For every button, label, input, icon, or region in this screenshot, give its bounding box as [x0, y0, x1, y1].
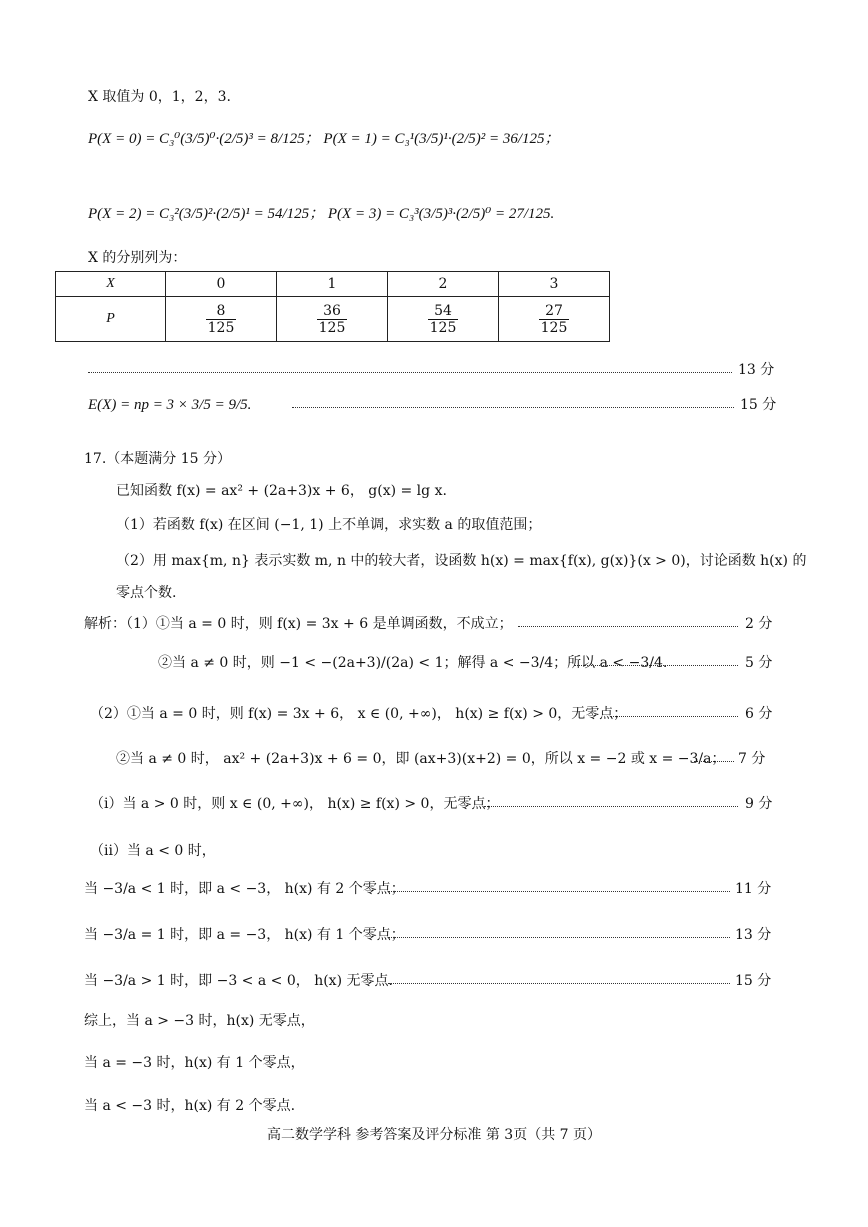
expectation-line: E(X) = np = 3 × 3/5 = 9/5.	[88, 397, 252, 413]
numerator: 27	[539, 303, 570, 320]
fraction	[206, 303, 237, 336]
score-6: 6 分	[745, 706, 773, 722]
solution-2-case-i: （i）当 a > 0 时，则 x ∈ (0, +∞)， h(x) ≥ f(x) > 0，无零点；	[90, 796, 500, 812]
score-15: 15 分	[740, 397, 777, 413]
numerator: 54	[428, 303, 459, 320]
question-17-heading: 17.（本题满分 15 分）	[84, 451, 231, 467]
score-9: 9 分	[745, 796, 773, 812]
question-17-part-2-continued: 零点个数.	[116, 585, 177, 601]
case-no-zero: 当 −3/a > 1 时，即 −3 < a < 0， h(x) 无零点.	[84, 973, 393, 989]
denominator: 125	[318, 319, 346, 336]
table-header-cell: 0	[166, 272, 277, 297]
fraction	[317, 303, 348, 336]
dotted-leader	[610, 705, 738, 717]
values-line: X 取值为 0，1，2，3.	[88, 89, 231, 105]
distribution-title: X 的分别列为：	[88, 250, 187, 266]
numerator: 8	[206, 303, 237, 320]
denominator: 125	[540, 319, 568, 336]
table-header-cell: 3	[499, 272, 610, 297]
denominator: 125	[207, 319, 235, 336]
dotted-leader	[88, 361, 732, 373]
question-17-part-2: （2）用 max{m, n} 表示实数 m, n 中的较大者，设函数 h(x) = max{f(x), g(x)}(x > 0)，讨论函数 h(x) 的	[116, 553, 807, 569]
numerator: 36	[317, 303, 348, 320]
score-5: 5 分	[745, 655, 773, 671]
question-17-part-1: （1）若函数 f(x) 在区间 (−1, 1) 上不单调，求实数 a 的取值范围；	[116, 517, 542, 533]
distribution-table	[55, 271, 610, 342]
dotted-leader	[388, 926, 730, 938]
table-row	[56, 297, 610, 342]
solution-2-case-b: ②当 a ≠ 0 时， ax² + (2a+3)x + 6 = 0，即 (ax+3)(x+2) = 0，所以 x = −2 或 x = −3/a；	[116, 751, 726, 767]
fraction	[539, 303, 570, 336]
case-one-zero: 当 −3/a = 1 时，即 a = −3， h(x) 有 1 个零点；	[84, 927, 405, 943]
table-header-row	[56, 272, 610, 297]
table-row-label: P	[56, 297, 166, 342]
probability-line-0-1: P(X = 0) = C₃⁰(3/5)⁰·(2/5)³ = 8/125； P(X = 1) = C₃¹(3/5)¹·(2/5)² = 36/125；	[88, 131, 560, 147]
table-cell	[277, 297, 388, 342]
question-17-given: 已知函数 f(x) = ax² + (2a+3)x + 6， g(x) = lg x.	[116, 483, 447, 499]
denominator: 125	[429, 319, 457, 336]
table-header-cell: 1	[277, 272, 388, 297]
score-11: 11 分	[735, 881, 772, 897]
summary-line-2: 当 a = −3 时，h(x) 有 1 个零点，	[84, 1055, 305, 1071]
table-header-cell: X	[56, 272, 166, 297]
summary-line-3: 当 a < −3 时，h(x) 有 2 个零点.	[84, 1098, 296, 1114]
solution-2-case-ii: （ii）当 a < 0 时，	[90, 843, 216, 859]
score-13b: 13 分	[735, 927, 772, 943]
score-15b: 15 分	[735, 973, 772, 989]
fraction	[428, 303, 459, 336]
dotted-leader	[292, 396, 734, 408]
score-7: 7 分	[738, 751, 766, 767]
dotted-leader	[694, 750, 734, 762]
dotted-leader	[518, 615, 738, 627]
score-2: 2 分	[745, 616, 773, 632]
page-footer: 高二数学学科 参考答案及评分标准 第 3页（共 7 页）	[266, 1127, 602, 1143]
case-two-zeros: 当 −3/a < 1 时，即 a < −3， h(x) 有 2 个零点；	[84, 881, 405, 897]
solution-2-case-a: （2）①当 a = 0 时，则 f(x) = 3x + 6， x ∈ (0, +∞)， h(x) ≥ f(x) > 0，无零点；	[90, 706, 628, 722]
dotted-leader	[484, 795, 738, 807]
summary-line-1: 综上，当 a > −3 时，h(x) 无零点，	[84, 1013, 315, 1029]
table-cell	[388, 297, 499, 342]
probability-line-2-3: P(X = 2) = C₃²(3/5)²·(2/5)¹ = 54/125； P(X = 3) = C₃³(3/5)³·(2/5)⁰ = 27/125.	[88, 206, 555, 222]
dotted-leader	[388, 972, 730, 984]
dotted-leader	[574, 654, 738, 666]
table-cell	[499, 297, 610, 342]
table-header-cell: 2	[388, 272, 499, 297]
table-cell	[166, 297, 277, 342]
score-13: 13 分	[738, 362, 775, 378]
solution-1-case-a: 解析：（1）①当 a = 0 时，则 f(x) = 3x + 6 是单调函数，不成立；	[84, 616, 513, 632]
solution-1-case-b: ②当 a ≠ 0 时，则 −1 < −(2a+3)/(2a) < 1；解得 a < −3/4；所以 a < −3/4.	[158, 655, 668, 671]
dotted-leader	[388, 880, 730, 892]
